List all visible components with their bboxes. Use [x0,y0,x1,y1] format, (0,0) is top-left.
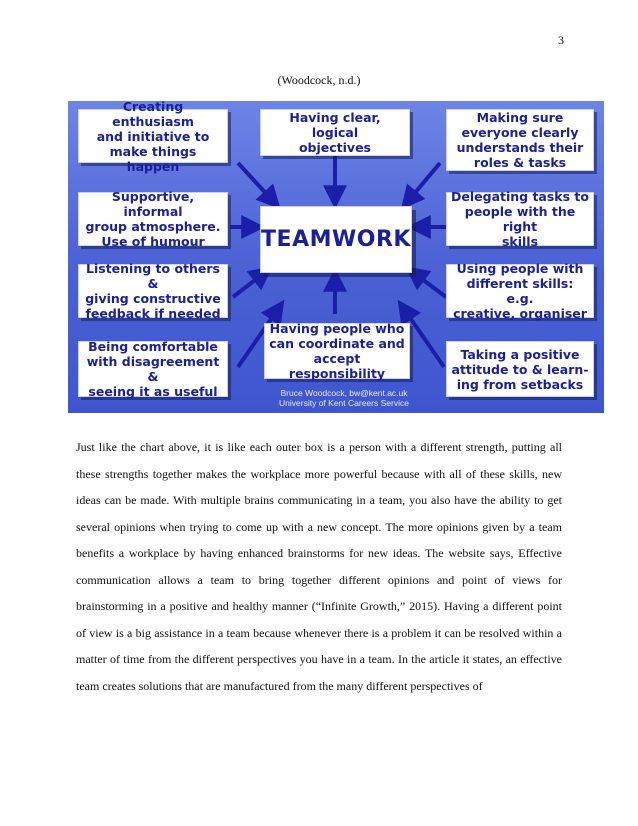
arrow-top-left [238,163,273,201]
box-roles-tasks: Making sure everyone clearly understands their roles & tasks [446,109,594,171]
box-coordinate-responsibility: Having people who can coordinate and accept responsibility [264,323,410,379]
arrow-top-right [408,163,440,201]
box-different-skills: Using people with different skills: e.g. creative, organiser [446,264,594,318]
figure-credit: Bruce Woodcock, bw@kent.ac.uk University of Kent Careers Service [279,388,409,408]
box-delegating-tasks: Delegating tasks to people with the right skills [446,192,594,246]
body-paragraph [76,434,562,699]
arrow-mid-left-2 [233,273,264,297]
page-number: 3 [558,33,564,47]
teamwork-diagram [68,98,604,413]
arrow-mid-right-2 [414,273,446,297]
figure-citation: (Woodcock, n.d.) [277,73,361,87]
paragraph-text: Just like the chart above, it is like each outer box is a person with a different strength, putting all these strengths together makes the workplace more powerful because with all of these skills, new ideas can be made. With multiple brains communicating in a team, you also have the ability to get several opinions when trying to come up with a new concept. The more opinions given by a team benefits a workplace by having enhanced brainstorms for new ideas. The website says, Effective communication allows a team to bring together different opinions and point of views for brainstorming in a positive and healthy manner (“Infinite Growth,” 2015). Having a different point of view is a big assistance in a team because whenever there is a problem it can be resolved within a matter of time from the different perspectives you have in a team. In the article it states, an effective team creates solutions that are manufactured from the many different perspectives of [76,440,562,693]
teamwork-label: TEAMWORK [261,227,411,252]
box-creating-enthusiasm: Creating enthusiasm and initiative to make things happen [78,109,228,163]
box-comfortable-disagreement: Being comfortable with disagreement & seeing it as useful [78,341,228,397]
box-positive-attitude: Taking a positive attitude to & learn- ing from setbacks [446,341,594,397]
box-listening-feedback: Listening to others & giving constructive feedback if needed [78,264,228,318]
arrow-bottom-right [404,309,444,367]
box-clear-objectives: Having clear, logical objectives [260,109,410,156]
teamwork-center-box [260,206,412,273]
box-supportive-atmosphere: Supportive, informal group atmosphere. Use of humour [78,192,228,246]
